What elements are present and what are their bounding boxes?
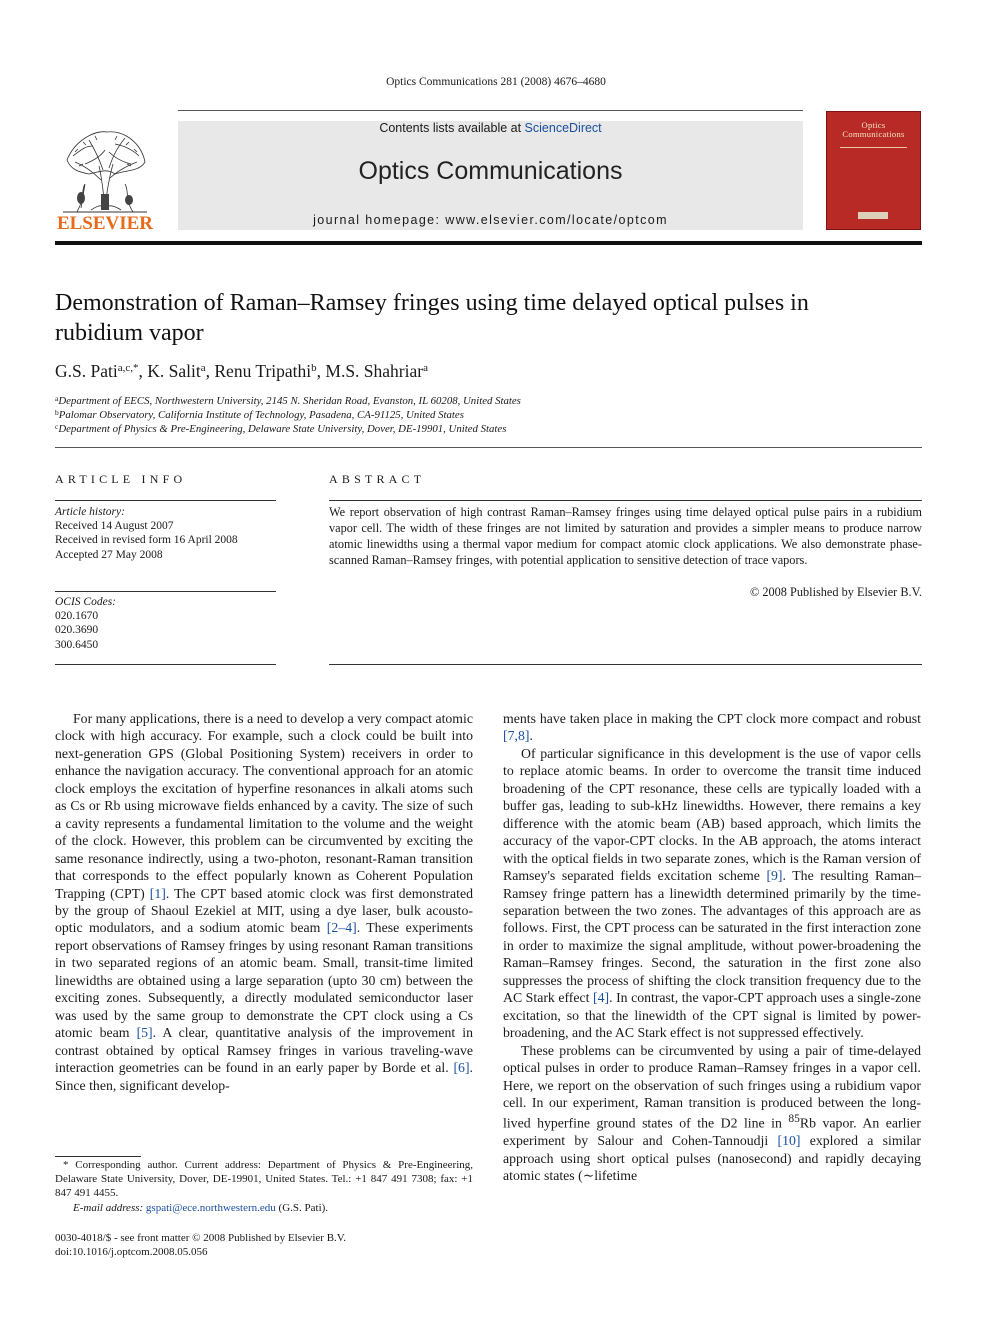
citation-link[interactable]: [6] [453, 1060, 470, 1076]
footnote-text: * Corresponding author. Current address: Department of Physics & Pre-Engineering, Delaware State University, Dover, DE-19901, United States. Tel.: +1 847 491 7308; fax: +1 847 491 4455. [55, 1159, 473, 1200]
cover-title-line-1: Optics [861, 120, 886, 130]
author-name[interactable]: K. Salit [147, 361, 201, 381]
journal-homepage[interactable]: journal homepage: www.elsevier.com/locate/optcom [313, 213, 668, 227]
abstract-text: We report observation of high contrast Raman–Ramsey fringes using time delayed optical pulse pairs in a rubidium vapor cell. The width of these fringes are not limited by saturation and provides a simpler means to produce narrow atomic linewidths using a thermal vapor medium for compact atomic clock applications. We also demonstrate phase-scanned Raman–Ramsey fringes, with potential application to sensitive detection of trace vapors. [329, 505, 922, 567]
affiliation [55, 422, 506, 435]
affiliation [55, 394, 521, 407]
body-column-right [503, 710, 921, 1185]
footnote-email-line [55, 1201, 473, 1215]
article-info-rule [55, 591, 276, 592]
citation-link[interactable]: [5] [136, 1025, 153, 1041]
citation-link[interactable]: [2–4] [326, 920, 357, 936]
article-history [55, 505, 276, 562]
author-list [55, 361, 428, 382]
body-column-left [55, 710, 473, 1094]
affiliation-text: Department of EECS, Northwestern University, 2145 N. Sheridan Road, Evanston, IL 60208, United States [58, 395, 521, 407]
cover-title-line-2: Communications [842, 129, 905, 139]
citation-link[interactable]: [7,8] [503, 728, 530, 744]
body-paragraph [503, 745, 921, 1042]
affiliation-key: b [55, 408, 59, 417]
email-link[interactable]: gspati@ece.northwestern.edu [145, 1201, 276, 1214]
corresponding-author-footnote [55, 1158, 473, 1215]
author-name[interactable]: M.S. Shahriar [325, 361, 424, 381]
contents-line [178, 121, 803, 135]
elsevier-wordmark: ELSEVIER [56, 213, 154, 234]
journal-title: Optics Communications [358, 157, 623, 185]
author-name[interactable]: G.S. Pati [55, 361, 118, 381]
doi-line[interactable]: doi:10.1016/j.optcom.2008.05.056 [55, 1246, 208, 1259]
body-text: ments have taken place in making the CPT clock more compact and robust [503, 711, 921, 726]
author-separator: , [316, 361, 326, 381]
body-text: Rb vapor. An earlier experiment by Salour and Cohen-Tannoudji [503, 1116, 921, 1149]
citation-link[interactable]: [9] [766, 868, 783, 884]
affiliation-text: Palomar Observatory, California Institute of Technology, Pasadena, CA-91125, United States [58, 409, 464, 421]
front-matter-line: 0030-4018/$ - see front matter © 2008 Published by Elsevier B.V. [55, 1232, 347, 1244]
body-text: For many applications, there is a need to develop a very compact atomic clock with high accuracy. For example, such a clock could be built into next-generation GPS (Global Positioning System) receivers in order to enhance the navigation accuracy. The conventional approach for an atomic clock employs the excitation of hyperfine resonances in alkali atoms such as Cs or Rb using microwave fields enhanced by a cavity. The size of such a cavity represents a fundamental limitation to the volume and the weight of the clock. However, this problem can be circumvented by exciting the same resonance indirectly, using a two-photon, resonant-Raman transition that corresponds to the effect popularly known as Coherent Population Trapping (CPT) [55, 711, 473, 901]
body-text: . A clear, quantitative analysis of the improvement in contrast obtained by optical Ramsey fringes in various traveling-wave interaction geometries can be found in an early paper by Borde et al. [55, 1025, 473, 1076]
author-name[interactable]: Renu Tripathi [214, 361, 312, 381]
history-label: Article history: [55, 506, 125, 518]
abstract-heading: ABSTRACT [329, 472, 426, 486]
body-text: . The CPT based atomic clock was first demonstrated by the group of Shaoul Ezekiel at MIT, using a dye laser, bulk acousto-optic modulators, and a sodium atomic beam [55, 885, 474, 936]
citation-link[interactable]: [1] [149, 885, 166, 901]
ocis-codes [55, 595, 276, 652]
citation-link[interactable]: [4] [593, 990, 610, 1006]
abstract-rule [329, 664, 922, 665]
body-text: Of particular significance in this development is the use of vapor cells to replace atomic beams. In order to overcome the transit time induced broadening of the CPT resonance, these cells are typically loaded with a buffer gas, leading to sub-kHz linewidths. However, there remains a key difference with the atomic beam (AB) based approach, which limits the accuracy of the vapor-CPT clocks. In the AB approach, the atoms interact with the optical fields in two separate zones, which is the Raman version of Ramsey's separated fields excitation scheme [503, 745, 921, 884]
revised-date: Received in revised form 16 April 2008 [55, 534, 238, 547]
body-paragraph [503, 1042, 921, 1185]
email-suffix: (G.S. Pati). [275, 1201, 329, 1214]
contents-prefix: Contents lists available at [379, 121, 525, 135]
affiliation-text: Department of Physics & Pre-Engineering, Delaware State University, Dover, DE-19901, United States [58, 423, 507, 435]
body-paragraph [55, 710, 473, 1094]
author-separator: , [205, 361, 215, 381]
running-head: Optics Communications 281 (2008) 4676–4680 [386, 76, 606, 88]
body-text: . These experiments report observations of Ramsey fringes by using resonant Raman transitions in two separated regions of an atomic beam. Small, transit-time limited linewidths are obtained using a large separation (upto 30 cm) between the exciting zones. Subsequently, a directly modulated semiconductor laser was used by the same group to demonstrate the CPT clock using a Cs atomic beam [55, 920, 473, 1041]
masthead-bottom-rule [55, 241, 922, 245]
footnote-rule [55, 1156, 141, 1157]
author-separator: , [138, 361, 148, 381]
body-text: These problems can be circumvented by using a pair of time-delayed optical pulses in order to produce Raman–Ramsey fringes in a vapor cell. Here, we report on the observation of such fringes using a rubidium vapor cell. In our experiment, Raman transition is produced between the long-lived hyperfine ground states of the D2 line in [503, 1042, 921, 1132]
author-affiliation-mark[interactable]: b [311, 362, 317, 374]
article-info-rule [55, 664, 276, 665]
body-paragraph [503, 710, 921, 745]
author-affiliation-mark[interactable]: a,c,* [117, 362, 139, 374]
email-label: E-mail address: [73, 1201, 146, 1214]
sciencedirect-link[interactable]: ScienceDirect [524, 121, 602, 135]
issn-doi-block [55, 1231, 346, 1259]
cover-divider [840, 147, 907, 148]
abstract-copyright: © 2008 Published by Elsevier B.V. [749, 585, 922, 599]
author-affiliation-mark[interactable]: a [423, 362, 428, 374]
ocis-code: 300.6450 [55, 638, 99, 651]
author-affiliation-mark[interactable]: a [200, 362, 206, 374]
header-divider [55, 447, 922, 448]
citation-link[interactable]: [10] [777, 1133, 801, 1149]
body-text: . The resulting Raman–Ramsey fringe pattern has a linewidth determined primarily by the time-separation between the two zones. The advantages of this approach are as follows. First, the CPT process can be saturated in the first interaction zone in order to maximize the signal amplitude, without power-broadening the Raman–Ramsey fringes. Second, the saturation in the first zone also suppresses the process of shifting the clock transition frequency due to the AC Stark effect [503, 868, 922, 1006]
ocis-code: 020.1670 [55, 610, 99, 623]
cover-publisher-mark [858, 212, 888, 219]
affiliation-key: a [55, 394, 59, 403]
masthead-top-rule [178, 110, 803, 111]
affiliation-key: c [55, 422, 59, 431]
body-text: . Since then, significant develop- [55, 1060, 473, 1093]
ocis-label: OCIS Codes: [55, 596, 117, 608]
body-text: . In contrast, the vapor-CPT approach uses a single-zone excitation, so that the linewidth of the CPT signal is limited by power-broadening, and the AC Stark effect is not suppressed effectively. [503, 990, 922, 1041]
isotope-superscript: 85 [788, 1113, 800, 1126]
body-text: . [529, 728, 533, 744]
received-date: Received 14 August 2007 [55, 520, 174, 533]
journal-cover-title [826, 121, 921, 139]
body-text: explored a similar approach using short optical pulses (nanosecond) and rapidly decaying atomic states (∼lifetime [503, 1133, 921, 1184]
affiliation [55, 408, 464, 421]
article-info-heading: ARTICLE INFO [55, 472, 187, 486]
abstract-rule [329, 500, 922, 501]
article-info-rule [55, 500, 276, 501]
ocis-code: 020.3690 [55, 624, 99, 637]
paper-title: Demonstration of Raman–Ramsey fringes using time delayed optical pulses in rubidium vapor [55, 290, 809, 346]
accepted-date: Accepted 27 May 2008 [55, 548, 163, 561]
